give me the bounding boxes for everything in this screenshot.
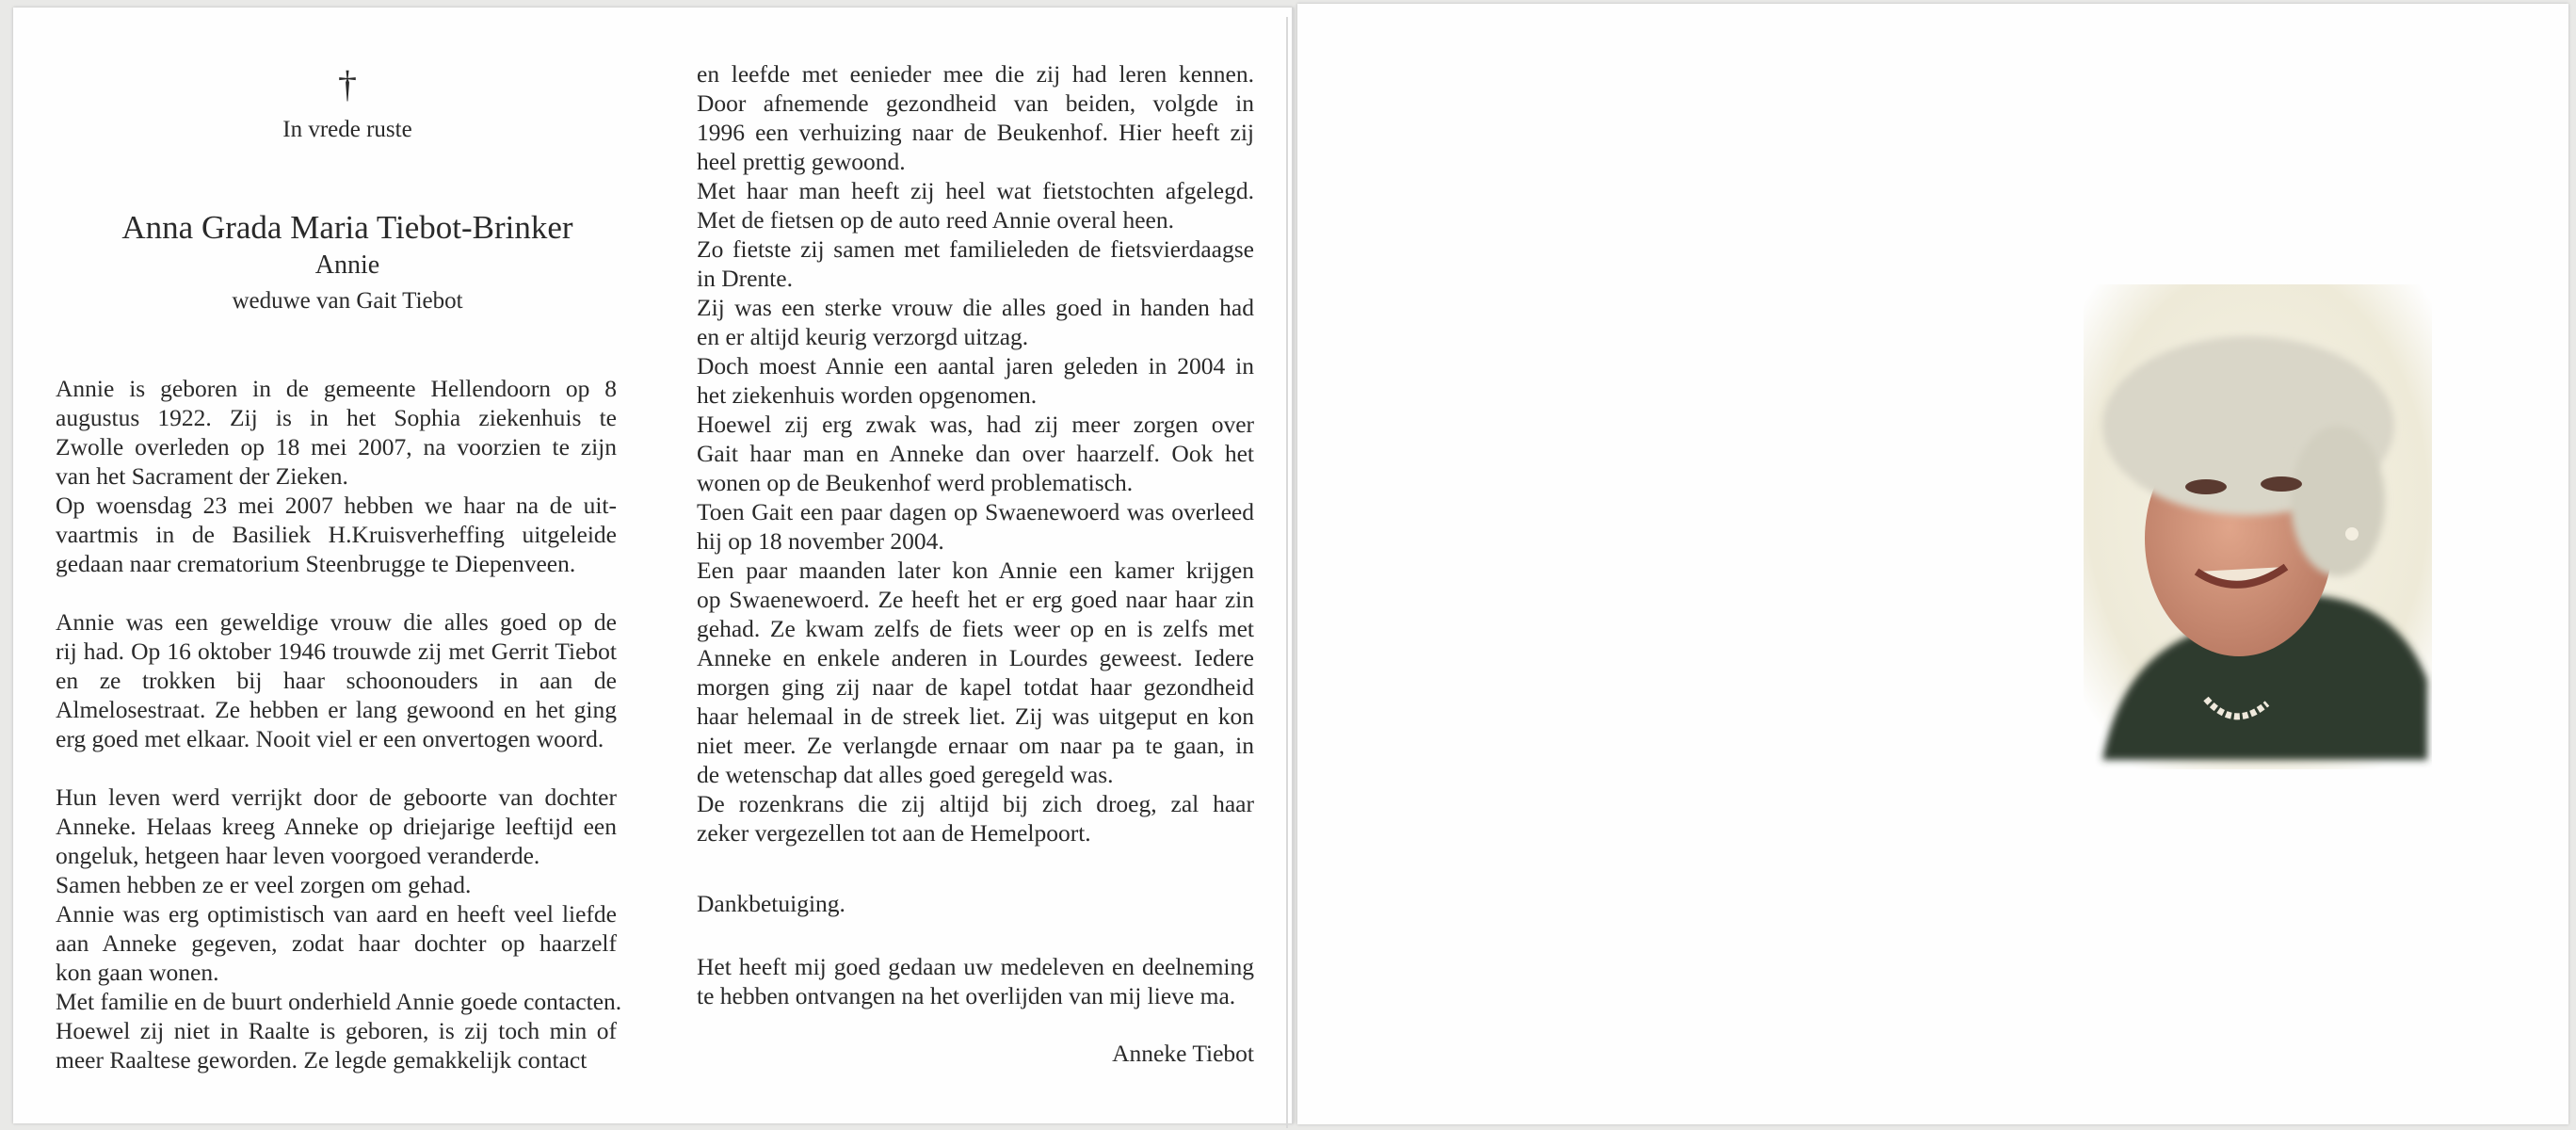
text-line: Anneke. Helaas kreeg Anneke op driejarige leeftijd een: [56, 813, 617, 840]
text-line: van het Sacrament der Zieken.: [56, 462, 348, 490]
text-line: Samen hebben ze er veel zorgen om gehad.: [56, 871, 472, 898]
text-line: Annie is geboren in de gemeente Hellendoorn op 8: [56, 375, 617, 402]
text-line: op Swaenewoerd. Ze heeft het er erg goed naar haar zin: [697, 586, 1254, 613]
text-line: Annie was een geweldige vrouw die alles goed op de: [56, 608, 617, 636]
paragraph-gap: [56, 753, 617, 783]
text-line: meer Raaltese geworden. Ze legde gemakkelijk contact: [56, 1046, 588, 1074]
text-line: De rozenkrans die zij altijd bij zich droeg, zal haar: [697, 790, 1254, 817]
motto: In vrede ruste: [282, 117, 412, 142]
text-line: Zo fietste zij samen met familieleden de fietsvierdaagse: [697, 235, 1254, 263]
text-line: hij op 18 november 2004.: [697, 527, 944, 555]
thanks-text: [697, 952, 1254, 1010]
right-page: [1297, 4, 2568, 1124]
nickname: Annie: [314, 250, 380, 280]
text-line: in Drente.: [697, 265, 793, 292]
text-line: het ziekenhuis worden opgenomen.: [697, 381, 1038, 409]
cross-icon: †: [338, 63, 357, 105]
text-line: en ze trokken bij haar schoonouders in aan de: [56, 667, 617, 694]
text-line: 1996 een verhuizing naar de Beukenhof. Hier heeft zij: [697, 119, 1254, 146]
text-line: en leefde met eenieder mee die zij had leren kennen.: [697, 60, 1254, 88]
pearl-earring: [2345, 527, 2359, 541]
text-line: gehad. Ze kwam zelfs de fiets weer op en is zelfs met: [697, 615, 1254, 642]
text-line: Hoewel zij niet in Raalte is geboren, is zij toch min of: [56, 1017, 617, 1044]
text-line: ongeluk, hetgeen haar leven voorgoed veranderde.: [56, 842, 540, 869]
left-page: [13, 8, 1294, 1123]
text-line: morgen ging zij naar de kapel totdat haar gezondheid: [697, 673, 1254, 701]
portrait-photo: [2084, 284, 2432, 769]
text-line: te hebben ontvangen na het overlijden van mij lieve ma.: [697, 982, 1236, 1009]
deceased-name: Anna Grada Maria Tiebot-Brinker: [121, 209, 573, 246]
text-line: Met familie en de buurt onderhield Annie goede contacten.: [56, 988, 622, 1015]
text-line: haar helemaal in de streek liet. Zij was uitgeput en kon: [697, 702, 1254, 730]
text-line: Zij was een sterke vrouw die alles goed in handen had: [697, 294, 1254, 321]
text-line: Doch moest Annie een aantal jaren geleden in 2004 in: [697, 352, 1254, 379]
text-line: Een paar maanden later kon Annie een kamer krijgen: [697, 557, 1254, 584]
thanks-title: Dankbetuiging.: [697, 890, 845, 917]
text-line: augustus 1922. Zij is in het Sophia ziekenhuis te: [56, 404, 617, 431]
widow-of: weduwe van Gait Tiebot: [232, 288, 463, 314]
text-line: heel prettig gewoond.: [697, 148, 906, 175]
text-line: erg goed met elkaar. Nooit viel er een onvertogen woord.: [56, 725, 604, 752]
text-line: gedaan naar crematorium Steenbrugge te Diepenveen.: [56, 550, 576, 577]
text-line: Het heeft mij goed gedaan uw medeleven en deelneming: [697, 953, 1254, 980]
text-line: Hun leven werd verrijkt door de geboorte van dochter: [56, 783, 617, 811]
text-line: wonen op de Beukenhof werd problematisch.: [697, 469, 1134, 496]
text-line: Toen Gait een paar dagen op Swaenewoerd was overleed: [697, 498, 1254, 525]
text-line: aan Anneke gegeven, zodat haar dochter op haarzelf: [56, 929, 617, 957]
signature: Anneke Tiebot: [1112, 1040, 1254, 1067]
text-line: Door afnemende gezondheid van beiden, volgde in: [697, 89, 1254, 117]
biography-column-1: [56, 374, 622, 1074]
text-line: Hoewel zij erg zwak was, had zij meer zorgen over: [697, 411, 1254, 438]
text-line: rij had. Op 16 oktober 1946 trouwde zij met Gerrit Tiebot: [56, 638, 617, 665]
text-line: Met de fietsen op de auto reed Annie overal heen.: [697, 206, 1174, 234]
text-line: kon gaan wonen.: [56, 959, 219, 986]
text-line: Op woensdag 23 mei 2007 hebben we haar na de uit-: [56, 492, 617, 519]
paragraph-gap: [56, 578, 617, 607]
text-line: zeker vergezellen tot aan de Hemelpoort.: [697, 819, 1091, 847]
text-line: Almelosestraat. Ze hebben er lang gewoond en het ging: [56, 696, 617, 723]
text-line: Annie was erg optimistisch van aard en heeft veel liefde: [56, 900, 617, 928]
text-line: Anneke en enkele anderen in Lourdes geweest. Iedere: [697, 644, 1254, 671]
text-line: niet meer. Ze verlangde ernaar om naar pa te gaan, in: [697, 732, 1254, 759]
fold-divider: [1286, 17, 1288, 1128]
text-line: Zwolle overleden op 18 mei 2007, na voorzien te zijn: [56, 433, 617, 460]
biography-column-2: [697, 59, 1254, 848]
text-line: Met haar man heeft zij heel wat fietstochten afgelegd.: [697, 177, 1254, 204]
text-line: de wetenschap dat alles goed geregeld was.: [697, 761, 1114, 788]
text-line: en er altijd keurig verzorgd uitzag.: [697, 323, 1029, 350]
text-line: vaartmis in de Basiliek H.Kruisverheffing uitgeleide: [56, 521, 617, 548]
text-line: Gait haar man en Anneke dan over haarzelf. Ook het: [697, 440, 1254, 467]
